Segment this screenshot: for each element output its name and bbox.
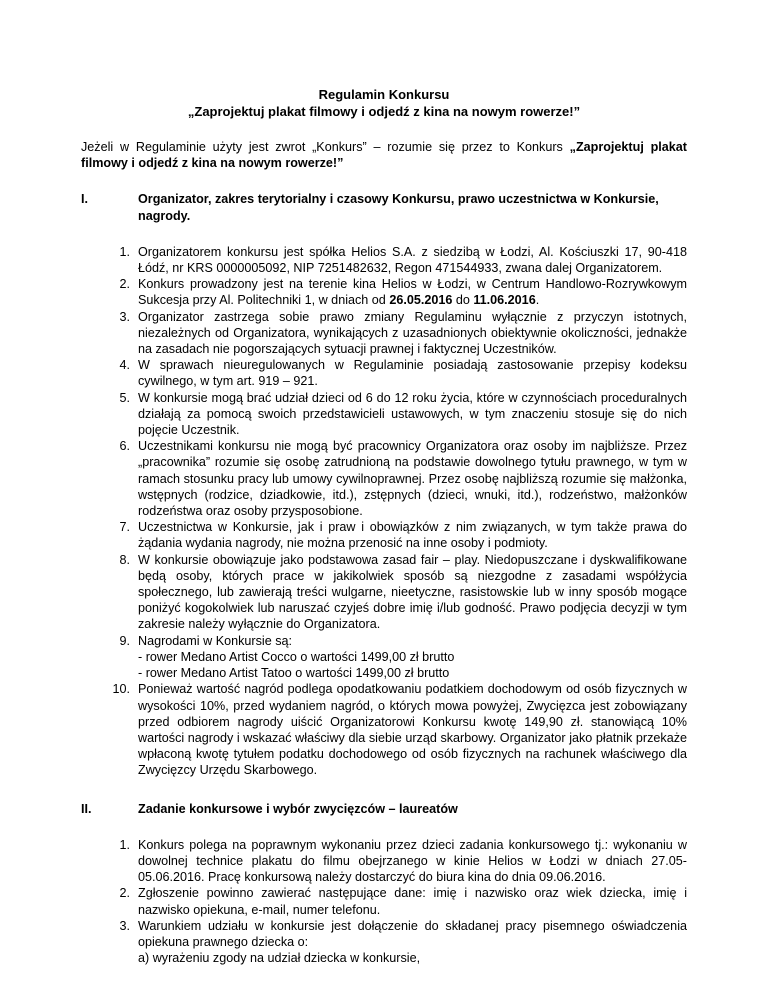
prize-line: - rower Medano Artist Cocco o wartości 1499,00 zł brutto: [138, 649, 455, 664]
list-item: [81, 519, 687, 551]
item-text: Organizatorem konkursu jest spółka Helios S.A. z siedzibą w Łodzi, Al. Kościuszki 17, 90-418 Łódź, nr KRS 0000005092, NIP 7251482632, Regon 471544933, zwana dalej Organizatorem.: [138, 244, 687, 276]
item-text: Konkurs polega na poprawnym wykonaniu przez dzieci zadania konkursowego tj.: wykonaniu w dowolnej technice plakatu do filmu obejrzanego w kinie Helios w Łodzi w dniach 27.05-05.06.2016. Pracę konkursową należy dostarczyć do biura kina do dnia 09.06.2016.: [138, 837, 687, 885]
section-heading-2: [81, 801, 687, 817]
item-number: 2.: [119, 886, 130, 901]
section-number: II.: [81, 801, 92, 816]
item-number: 3.: [119, 309, 130, 324]
item-text: Organizator zastrzega sobie prawo zmiany Regulaminu wyłącznie z przyczyn istotnych, niezależnych od Organizatora, wynikających z uzasadnionych obiektywnie okoliczności, jednakże na zasadach nie pogorszających sytuacji prawnej i faktycznej Uczestników.: [138, 309, 687, 357]
section-title: Organizator, zakres terytorialny i czasowy Konkursu, prawo uczestnictwa w Konkursie, nagrody.: [138, 192, 659, 223]
prize-line: - rower Medano Artist Tatoo o wartości 1499,00 zł brutto: [138, 666, 450, 681]
item-text: Ponieważ wartość nagród podlega opodatkowaniu podatkiem dochodowym od osób fizycznych w wysokości 10%, przed wydaniem nagród, o których mowa powyżej, Zwycięzca jest zobowiązany przed odbiorem nagrody uiścić Organizatorowi Konkursu kwotę 149,90 zł. stanowiącą 10% wartości nagrody i wskazać właściwy dla siebie urząd skarbowy. Organizator jako płatnik przekaże wpłaconą kwotę tytułem podatku dochodowego od osób fizycznych na rachunek właściwego dla Zwycięzcy Urzędu Skarbowego.: [138, 682, 687, 778]
item-text: W konkursie obowiązuje jako podstawowa zasad fair – play. Niedopuszczane i dyskwalifikowane będą osoby, których prace w jakikolwiek sposób są niezgodne z zasadami współżycia społecznego, lub zawierają treści wulgarne, nieetyczne, rasistowskie lub w inny sposób mogące poniżyć kogokolwiek lub naruszać czyjeś dobre imię i/lub godność. Prawo podjęcia decyzji w tym zakresie należy wyłącznie do Organizatora.: [138, 552, 687, 632]
intro-paragraph: [81, 139, 687, 171]
section-2-list: [81, 837, 687, 967]
sub-item: a) wyrażeniu zgody na udział dziecka w konkursie,: [138, 951, 421, 966]
list-item: [81, 438, 687, 519]
item-number: 1.: [119, 244, 130, 259]
item-text: [138, 276, 687, 308]
item-text-part: do: [452, 293, 474, 308]
item-text-part: Konkurs prowadzony jest na terenie kina Helios w Łodzi, w Centrum Handlowo-Rozrywkowym Sukcesja przy Al. Politechniki 1, w dniach od: [138, 277, 687, 308]
item-number: 5.: [119, 390, 130, 405]
start-date: 26.05.2016: [389, 293, 453, 308]
list-item: [81, 244, 687, 276]
list-item: [81, 390, 687, 439]
document-page: [81, 86, 687, 966]
document-title: [81, 86, 687, 120]
list-item: [81, 552, 687, 633]
section-heading-1: [81, 191, 687, 223]
item-number: 6.: [119, 439, 130, 454]
section-1-list: [81, 244, 687, 779]
item-number: 3.: [119, 918, 130, 933]
item-number: 8.: [119, 552, 130, 567]
end-date: 11.06.2016: [473, 293, 536, 308]
item-number: 2.: [119, 277, 130, 292]
list-item: [81, 837, 687, 886]
section-title: Zadanie konkursowe i wybór zwycięzców – laureatów: [138, 801, 458, 816]
title-line-1: Regulamin Konkursu: [318, 87, 450, 102]
item-text: W sprawach nieuregulowanych w Regulaminie posiadają zastosowanie przepisy kodeksu cywilnego, w tym art. 919 – 921.: [138, 358, 687, 389]
item-text: [138, 918, 687, 967]
list-item: [81, 357, 687, 389]
list-item: [81, 276, 687, 308]
intro-text: Jeżeli w Regulaminie użyty jest zwrot „Konkurs” – rozumie się przez to Konkurs: [81, 140, 570, 154]
item-text: Uczestnikami konkursu nie mogą być pracownicy Organizatora oraz osoby im najbliższe. Przez „pracownika” rozumie się osobę zatrudnioną na podstawie dowolnego tytułu prawnego, w tym w ramach stosunku pracy lub umowy cywilnoprawnej. Przez osobę najbliższą rozumie się małżonka, wstępnych (rodzice, dziadkowie, itd.), zstępnych (dzieci, wnuki, itd.), rodzeństwo, małżonków rodzeństwa oraz osoby przysposobione.: [138, 439, 687, 519]
item-text: W konkursie mogą brać udział dzieci od 6 do 12 roku życia, które w czynnościach proceduralnych działają za pomocą swoich przedstawicieli ustawowych, w tym znaczeniu stosuje się do nich pojęcie Uczestnik.: [138, 390, 687, 438]
item-text-part: .: [535, 293, 540, 308]
item-text: Uczestnictwa w Konkursie, jak i praw i obowiązków z nim związanych, w tym także prawa do żądania wydania nagrody, nie można przenosić na inne osoby i podmioty.: [138, 520, 687, 551]
intro-bold-title: „Zaprojektuj plakat filmowy i odjedź z kina na nowym rowerze!”: [81, 140, 688, 171]
prizes-intro: Nagrodami w Konkursie są:: [138, 633, 292, 648]
item-number: 4.: [119, 358, 130, 373]
item-number: 7.: [119, 520, 130, 535]
list-item: [81, 681, 687, 778]
item-number: 10.: [112, 682, 130, 697]
list-item: [81, 309, 687, 358]
item-text: Zgłoszenie powinno zawierać następujące dane: imię i nazwisko oraz wiek dziecka, imię i nazwisko opiekuna, e-mail, numer telefonu.: [138, 886, 687, 917]
item-text: [138, 633, 687, 682]
title-line-2: „Zaprojektuj plakat filmowy i odjedź z kina na nowym rowerze!”: [187, 104, 581, 119]
list-item: [81, 633, 687, 682]
list-item: [81, 918, 687, 967]
item-text-part: Warunkiem udziału w konkursie jest dołączenie do składanej pracy pisemnego oświadczenia opiekuna prawnego dziecka o:: [138, 918, 687, 949]
item-number: 1.: [119, 837, 130, 852]
list-item: [81, 885, 687, 917]
item-number: 9.: [119, 633, 130, 648]
section-number: I.: [81, 192, 88, 207]
